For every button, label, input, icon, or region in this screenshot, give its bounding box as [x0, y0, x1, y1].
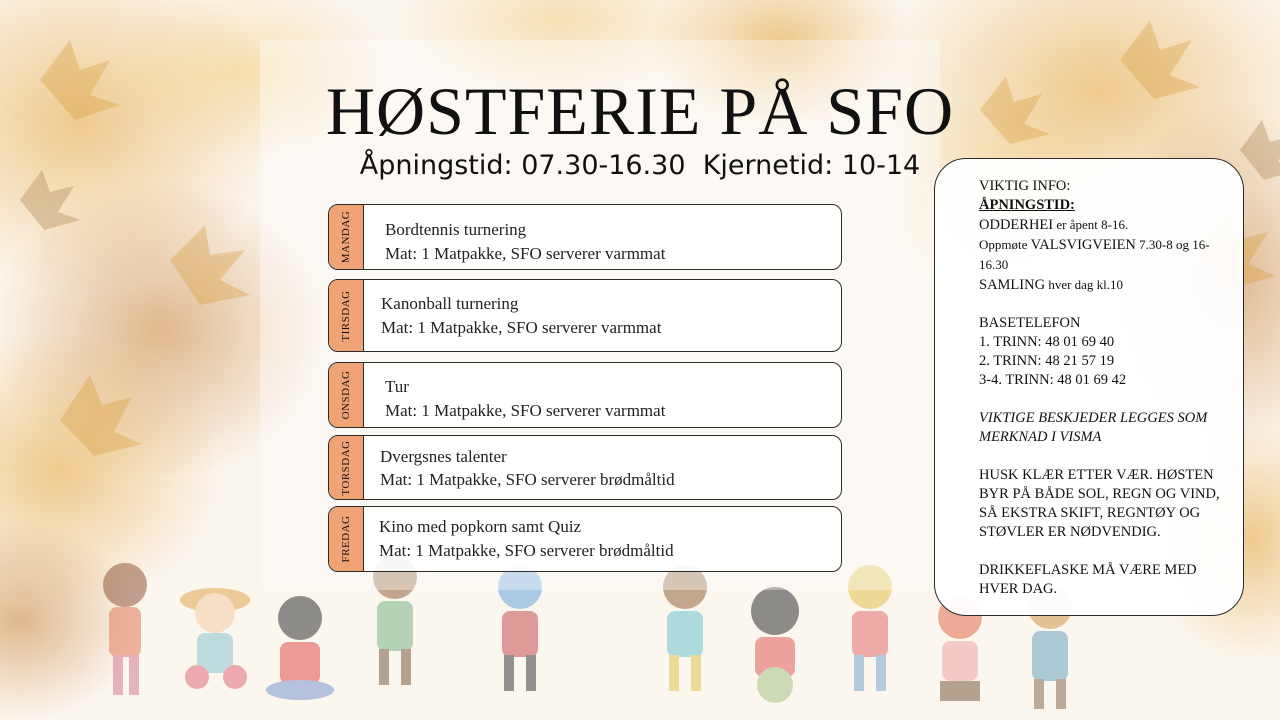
activity-text: Tur	[385, 377, 409, 396]
odderhei-text: er åpent 8-16.	[1053, 217, 1129, 232]
valsvig-info	[979, 235, 1229, 275]
food-text: Mat: 1 Matpakke, SFO serverer brødmåltid	[380, 470, 675, 489]
schedule-row-friday	[328, 506, 842, 572]
oppmote-text: Oppmøte	[979, 237, 1031, 252]
activity-text: Bordtennis turnering	[385, 220, 527, 239]
activity-text: Kino med popkorn samt Quiz	[379, 517, 582, 536]
clothes-note: HUSK KLÆR ETTER VÆR. HØSTEN BYR PÅ BÅDE SOL, REGN OG VIND, SÅ EKSTRA SKIFT, REGNTØY OG STØVLER ER NØDVENDIG.	[979, 467, 1220, 540]
bottle-note: DRIKKEFLASKE MÅ VÆRE MED HVER DAG.	[979, 562, 1197, 597]
odderhei-info	[979, 215, 1229, 235]
day-label: FREDAG	[340, 515, 352, 563]
valsvig-name: VALSVIGVEIEN	[1030, 237, 1136, 253]
phone-trinn-2: 2. TRINN: 48 21 57 19	[979, 353, 1115, 369]
schedule-row-monday	[328, 204, 842, 270]
activity-text: Dvergsnes talenter	[380, 447, 507, 466]
phone-heading: BASETELEFON	[979, 315, 1081, 331]
food-text: Mat: 1 Matpakke, SFO serverer varmmat	[385, 244, 666, 263]
samling-name: SAMLING	[979, 277, 1046, 293]
schedule-row-tuesday	[328, 279, 842, 352]
food-text: Mat: 1 Matpakke, SFO serverer brødmåltid	[379, 541, 674, 560]
day-tab	[329, 280, 364, 351]
opening-hours-label: ÅPNINGSTID:	[979, 197, 1075, 213]
samling-info	[979, 275, 1229, 295]
info-heading: VIKTIG INFO:	[979, 178, 1071, 194]
important-info-box	[934, 158, 1244, 616]
day-tab	[329, 363, 364, 427]
food-text: Mat: 1 Matpakke, SFO serverer varmmat	[385, 401, 666, 420]
day-tab	[329, 205, 364, 269]
day-label: TORSDAG	[340, 439, 352, 496]
day-label: TIRSDAG	[340, 289, 352, 342]
day-label: MANDAG	[340, 210, 352, 264]
phone-trinn-1: 1. TRINN: 48 01 69 40	[979, 334, 1115, 350]
schedule-row-wednesday	[328, 362, 842, 428]
activity-text: Kanonball turnering	[381, 294, 519, 313]
food-text: Mat: 1 Matpakke, SFO serverer varmmat	[381, 318, 662, 337]
phone-trinn-3-4: 3-4. TRINN: 48 01 69 42	[979, 372, 1127, 388]
opening-hours-subtitle: Åpningstid: 07.30-16.30 Kjernetid: 10-14	[359, 150, 921, 181]
day-tab	[329, 507, 364, 571]
day-label: ONSDAG	[340, 370, 352, 420]
day-tab	[329, 436, 364, 499]
odderhei-name: ODDERHEI	[979, 217, 1054, 233]
schedule-row-thursday	[328, 435, 842, 500]
messages-note: VIKTIGE BESKJEDER LEGGES SOM MERKNAD I VISMA	[979, 410, 1208, 445]
page-title: HØSTFERIE PÅ SFO	[325, 73, 955, 149]
valsvig-text: 7.30-8 og 16-16.30	[979, 237, 1210, 272]
samling-text: hver dag kl.10	[1045, 277, 1124, 292]
